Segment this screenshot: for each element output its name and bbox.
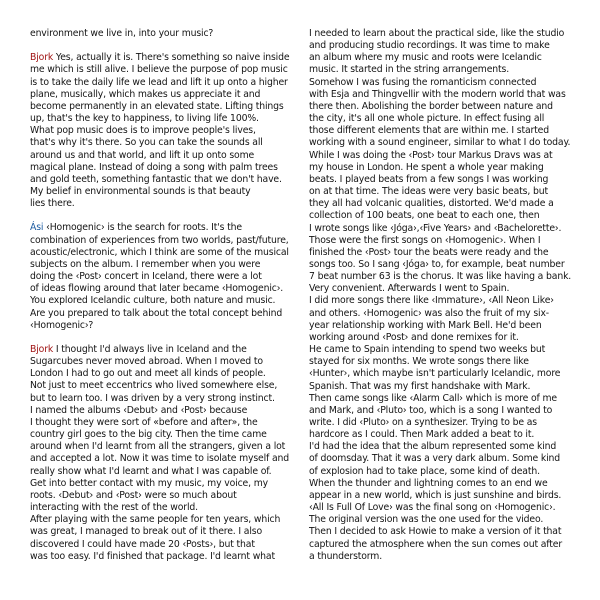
right-column: [309, 28, 589, 563]
text-line: While I was doing the ‹Post› tour Markus Dravs was at: [309, 149, 553, 161]
text-line: the city, it's all one whole picture. In effect fusing all: [309, 113, 545, 125]
text-line: a thunderstorm.: [309, 550, 383, 562]
text-line: with Esja and Thingvellir with the modern world that was: [309, 88, 566, 100]
text-line: [30, 222, 298, 234]
text-line: Are you prepared to talk about the total concept behind: [30, 307, 283, 319]
text-line: London I had to go out and meet all kinds of people.: [30, 368, 266, 380]
text-line: lies there.: [30, 198, 75, 210]
text-line: Then I decided to ask Howie to make a version of it that: [309, 526, 562, 538]
text-line: Then came songs like ‹Alarm Call› which is more of me: [309, 392, 557, 404]
text-line: After playing with the same people for ten years, which: [30, 514, 281, 526]
text-line: interacting with the rest of the world.: [30, 502, 198, 514]
text-line: ‹All Is Full Of Love› was the final song on ‹Homogenic›.: [309, 502, 556, 514]
text-segment: I thought I'd always live in Iceland and the: [53, 344, 247, 356]
text-segment: ‹Homogenic› is the search for roots. It's the: [43, 222, 242, 234]
text-line: that's why it's there. So you can take the sounds all: [30, 137, 263, 149]
text-line: Spanish. That was my first handshake with Mark.: [309, 380, 531, 392]
text-line: I did more songs there like ‹Immature›, ‹All Neon Like›: [309, 295, 554, 307]
text-line: become permanently in an elevated state. Lifting things: [30, 100, 284, 112]
text-line: of ideas flowing around that later became ‹Homogenic›.: [30, 283, 284, 295]
text-line: ‹Homogenic›?: [30, 319, 94, 331]
text-line: and accepted a lot. Now it was time to isolate myself and: [30, 453, 290, 465]
text-line: roots. ‹Debut› and ‹Post› were so much about: [30, 489, 237, 501]
text-line: country girl goes to the big city. Then the time came: [30, 429, 267, 441]
text-line: working around ‹Post› and done remixes for it.: [309, 331, 519, 343]
text-line: finished the ‹Post› tour the beats were ready and the: [309, 246, 549, 258]
text-line: captured the atmosphere when the sun comes out after: [309, 538, 562, 550]
text-line: My belief in environmental sounds is that beauty: [30, 186, 251, 198]
speaker-name: Ási: [30, 222, 44, 234]
text-line: plane, musically, which makes us appreciate it and: [30, 88, 261, 100]
text-line: I named the albums ‹Debut› and ‹Post› because: [30, 404, 248, 416]
text-line: of doomsday. That it was a very dark album. Some kind: [309, 453, 561, 465]
text-line: is to take the daily life we lead and lift it up onto a higher: [30, 76, 288, 88]
text-line: those different elements that are within me. I started: [309, 125, 549, 137]
paragraph-gap: [30, 332, 298, 344]
paragraph-gap: [30, 40, 298, 52]
text-line: they all had volcanic qualities, distorted. We'd made a: [309, 198, 554, 210]
text-line: I thought they were sort of «before and after», the: [30, 416, 258, 428]
text-segment: Yes, actually it is. There's something so naive inside: [53, 52, 290, 64]
text-line: Not just to meet eccentrics who lived somewhere else,: [30, 380, 278, 392]
text-line: [30, 344, 298, 356]
speaker-name: Bjork: [30, 344, 54, 356]
text-line: combination of experiences from two worlds, past/future,: [30, 234, 289, 246]
text-line: and Mark, and ‹Pluto› too, which is a song I wanted to: [309, 404, 553, 416]
text-line: around us and that world, and lift it up onto some: [30, 149, 255, 161]
text-line: really show what I'd learnt and what I was capable of.: [30, 465, 272, 477]
interview-paragraph: [30, 52, 298, 210]
text-line: When the thunder and lightning comes to an end we: [309, 477, 548, 489]
text-line: [30, 52, 298, 64]
text-line: stayed for six months. We wrote songs there like: [309, 356, 529, 368]
interview-paragraph: [30, 344, 298, 563]
left-column: [30, 28, 298, 563]
text-line: was too easy. I'd finished that package. I'd learnt what: [30, 550, 275, 562]
text-line: What pop music does is to improve people's lives,: [30, 125, 256, 137]
text-line: and others. ‹Homogenic› was also the fruit of my six-: [309, 307, 550, 319]
text-line: music. It started in the string arrangements.: [309, 64, 510, 76]
text-line: Somehow I was fusing the romanticism connected: [309, 76, 537, 88]
text-line: year relationship working with Mark Bell. He'd been: [309, 319, 542, 331]
text-line: on at that time. The ideas were very basic beats, but: [309, 186, 548, 198]
text-line: beats. I played beats from a few songs I was working: [309, 173, 549, 185]
text-line: up, that's the key to happiness, to living life 100%.: [30, 113, 259, 125]
paragraph-gap: [30, 210, 298, 222]
question-line: environment we live in, into your music?: [30, 28, 214, 39]
interview-paragraph: [30, 222, 298, 331]
text-line: acoustic/electronic, which I think are some of the musical: [30, 246, 289, 258]
text-line: You explored Icelandic culture, both nature and music.: [30, 295, 276, 307]
text-line: there then. Abolishing the border between nature and: [309, 100, 553, 112]
text-line: and producing studio recordings. It was time to make: [309, 40, 550, 52]
text-line: magical plane. Instead of doing a song with palm trees: [30, 161, 278, 173]
text-line: songs too. So I sang ‹Jóga› to, for example, beat number: [309, 258, 565, 270]
text-line: working with a sound engineer, similar to what I do today.: [309, 137, 571, 149]
text-line: write. I did ‹Pluto› on a synthesizer. Trying to be as: [309, 417, 537, 428]
text-line: I needed to learn about the practical side, like the studio: [309, 28, 565, 39]
text-line: was great, I managed to break out of it there. I also: [30, 526, 263, 538]
text-line: He came to Spain intending to spend two weeks but: [309, 344, 546, 356]
text-line: The original version was the one used for the video.: [309, 514, 544, 526]
text-line: and gold teeth, something fantastic that we don't have.: [30, 173, 282, 185]
text-line: around when I'd learnt from all the strangers, given a lot: [30, 441, 286, 453]
text-line: doing the ‹Post› concert in Iceland, there were a lot: [30, 271, 262, 283]
text-line: I'd had the idea that the album represented some kind: [309, 441, 557, 453]
text-line: appear in a new world, which is just sunshine and birds.: [309, 489, 562, 501]
text-line: me which is still alive. I believe the purpose of pop music: [30, 64, 288, 76]
text-line: of explosion had to take place, some kind of death.: [309, 465, 540, 477]
text-line: Get into better contact with my music, my voice, my: [30, 477, 268, 489]
text-line: subjects on the album. I remember when you were: [30, 258, 261, 270]
text-line: 7 beat number 63 is the chorus. It was like having a bank.: [309, 271, 572, 283]
text-line: Sugarcubes never moved abroad. When I moved to: [30, 356, 263, 368]
text-line: my house in London. He spent a whole year making: [309, 161, 544, 173]
text-line: ‹Hunter›, which maybe isn't particularly Icelandic, more: [309, 368, 561, 380]
text-line: hardcore as I could. Then Mark added a beat to it.: [309, 429, 535, 441]
text-line: I wrote songs like ‹Jóga›,‹Five Years› and ‹Bachelorette›.: [309, 222, 562, 234]
speaker-name: Bjork: [30, 52, 54, 64]
text-line: but to learn too. I was driven by a very strong instinct.: [30, 392, 275, 404]
text-line: collection of 100 beats, one beat to each one, then: [309, 210, 540, 222]
text-line: Those were the first songs on ‹Homogenic›. When I: [309, 234, 541, 246]
text-line: Very convenient. Afterwards I went to Spain.: [309, 283, 510, 295]
text-line: discovered I could have made 20 ‹Posts›, but that: [30, 538, 255, 550]
text-line: an album where my music and roots were Icelandic: [309, 52, 542, 64]
